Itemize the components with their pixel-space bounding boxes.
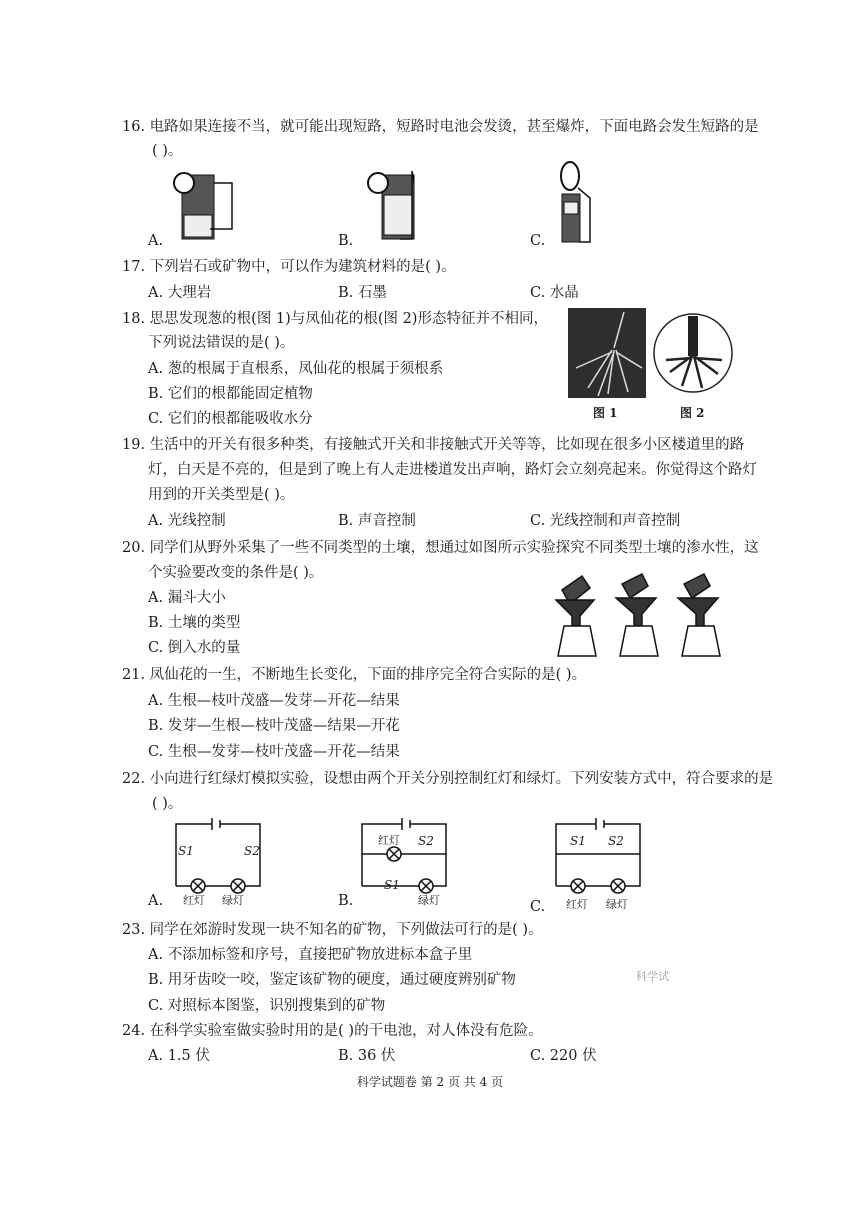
- q24-line1: 24. 在科学实验室做实验时用的是( )的干电池，对人体没有危险。: [122, 1023, 543, 1039]
- q22-a-red-label: 红灯: [183, 894, 205, 907]
- q20-option-c[interactable]: C. 倒入水的量: [148, 640, 241, 656]
- q16-circuit-c-figure: [550, 158, 600, 248]
- q18-line1: 18. 思思发现葱的根(图 1)与凤仙花的根(图 2)形态特征并不相同，: [122, 311, 548, 327]
- q16-option-b[interactable]: B.: [338, 233, 354, 249]
- page-footer: 科学试题卷 第 2 页 共 4 页: [356, 1075, 504, 1089]
- q23-option-c[interactable]: C. 对照标本图鉴，识别搜集到的矿物: [148, 998, 386, 1014]
- q22-circuit-c-diagram: [550, 818, 650, 908]
- faint-stamp-mark: 科学试: [636, 970, 669, 983]
- q24-option-b[interactable]: B. 36 伏: [338, 1048, 396, 1064]
- q19-option-b[interactable]: B. 声音控制: [338, 513, 416, 529]
- figure-2-caption: 图 2: [680, 406, 705, 420]
- q16-circuit-b-figure: [362, 165, 442, 245]
- q22-b-red-label: 红灯: [378, 834, 400, 847]
- q16-option-a[interactable]: A.: [148, 233, 164, 249]
- q22-c-s2-label: S2: [608, 834, 624, 848]
- q17-option-b[interactable]: B. 石墨: [338, 285, 387, 301]
- q21-option-b[interactable]: B. 发芽—生根—枝叶茂盛—结果—开花: [148, 718, 400, 734]
- q22-a-s2-label: S2: [244, 844, 260, 858]
- q24-option-a[interactable]: A. 1.5 伏: [148, 1048, 210, 1064]
- q21-line1: 21. 凤仙花的一生，不断地生长变化，下面的排序完全符合实际的是( )。: [122, 667, 587, 683]
- q16-option-c[interactable]: C.: [530, 233, 546, 249]
- q22-c-green-label: 绿灯: [606, 898, 628, 911]
- q21-option-c[interactable]: C. 生根—发芽—枝叶茂盛—开花—结果: [148, 744, 400, 760]
- q19-line3: 用到的开关类型是( )。: [148, 487, 295, 503]
- figure-1-caption: 图 1: [593, 406, 618, 420]
- q17-option-c[interactable]: C. 水晶: [530, 285, 579, 301]
- q22-b-s1-label: S1: [384, 878, 400, 892]
- q16-circuit-a-figure: [170, 165, 250, 245]
- q22-c-red-label: 红灯: [566, 898, 588, 911]
- onion-root-photo: [568, 308, 646, 398]
- q18-line2: 下列说法错误的是( )。: [148, 335, 295, 351]
- q22-b-green-label: 绿灯: [418, 894, 440, 907]
- q22-option-c[interactable]: C.: [530, 899, 546, 915]
- q20-line2: 个实验要改变的条件是( )。: [148, 565, 324, 581]
- q16-line2: ( )。: [152, 143, 183, 159]
- q19-option-a[interactable]: A. 光线控制: [148, 513, 226, 529]
- q23-option-b[interactable]: B. 用牙齿咬一咬，鉴定该矿物的硬度，通过硬度辨别矿物: [148, 972, 516, 988]
- q22-line2: ( )。: [152, 796, 183, 812]
- q22-c-s1-label: S1: [570, 834, 586, 848]
- q22-circuit-b-diagram: [356, 818, 456, 908]
- q19-line2: 灯，白天是不亮的，但是到了晚上有人走进楼道发出声响，路灯会立刻亮起来。你觉得这个路灯: [148, 462, 757, 478]
- q20-option-a[interactable]: A. 漏斗大小: [148, 590, 226, 606]
- q18-option-a[interactable]: A. 葱的根属于直根系，凤仙花的根属于须根系: [148, 361, 444, 377]
- q22-a-s1-label: S1: [178, 844, 194, 858]
- q19-option-c[interactable]: C. 光线控制和声音控制: [530, 513, 681, 529]
- q22-option-b[interactable]: B.: [338, 893, 354, 909]
- q20-line1: 20. 同学们从野外采集了一些不同类型的土壤，想通过如图所示实验探究不同类型土壤的渗水性，这: [122, 540, 759, 556]
- q22-option-a[interactable]: A.: [148, 893, 164, 909]
- q17-option-a[interactable]: A. 大理岩: [148, 285, 212, 301]
- q23-option-a[interactable]: A. 不添加标签和序号，直接把矿物放进标本盒子里: [148, 947, 473, 963]
- q18-option-b[interactable]: B. 它们的根都能固定植物: [148, 386, 313, 402]
- q16-line1: 16. 电路如果连接不当，就可能出现短路，短路时电池会发烫，甚至爆炸，下面电路会发生短路的是: [122, 119, 759, 135]
- q23-line1: 23. 同学在郊游时发现一块不知名的矿物，下列做法可行的是( )。: [122, 922, 543, 938]
- q19-line1: 19. 生活中的开关有很多种类，有接触式开关和非接触式开关等等，比如现在很多小区楼道里的路: [122, 437, 745, 453]
- q21-option-a[interactable]: A. 生根—枝叶茂盛—发芽—开花—结果: [148, 693, 400, 709]
- q22-line1: 22. 小向进行红绿灯模拟实验，设想由两个开关分别控制红灯和绿灯。下列安装方式中，符合要求的是: [122, 771, 774, 787]
- q17-line1: 17. 下列岩石或矿物中，可以作为建筑材料的是( )。: [122, 259, 456, 275]
- q24-option-c[interactable]: C. 220 伏: [530, 1048, 597, 1064]
- soil-seepage-experiment-figure: [550, 570, 730, 660]
- q20-option-b[interactable]: B. 土壤的类型: [148, 615, 241, 631]
- q18-option-c[interactable]: C. 它们的根都能吸收水分: [148, 411, 313, 427]
- q22-b-s2-label: S2: [418, 834, 434, 848]
- q22-a-green-label: 绿灯: [222, 894, 244, 907]
- balsam-root-photo: [652, 310, 734, 396]
